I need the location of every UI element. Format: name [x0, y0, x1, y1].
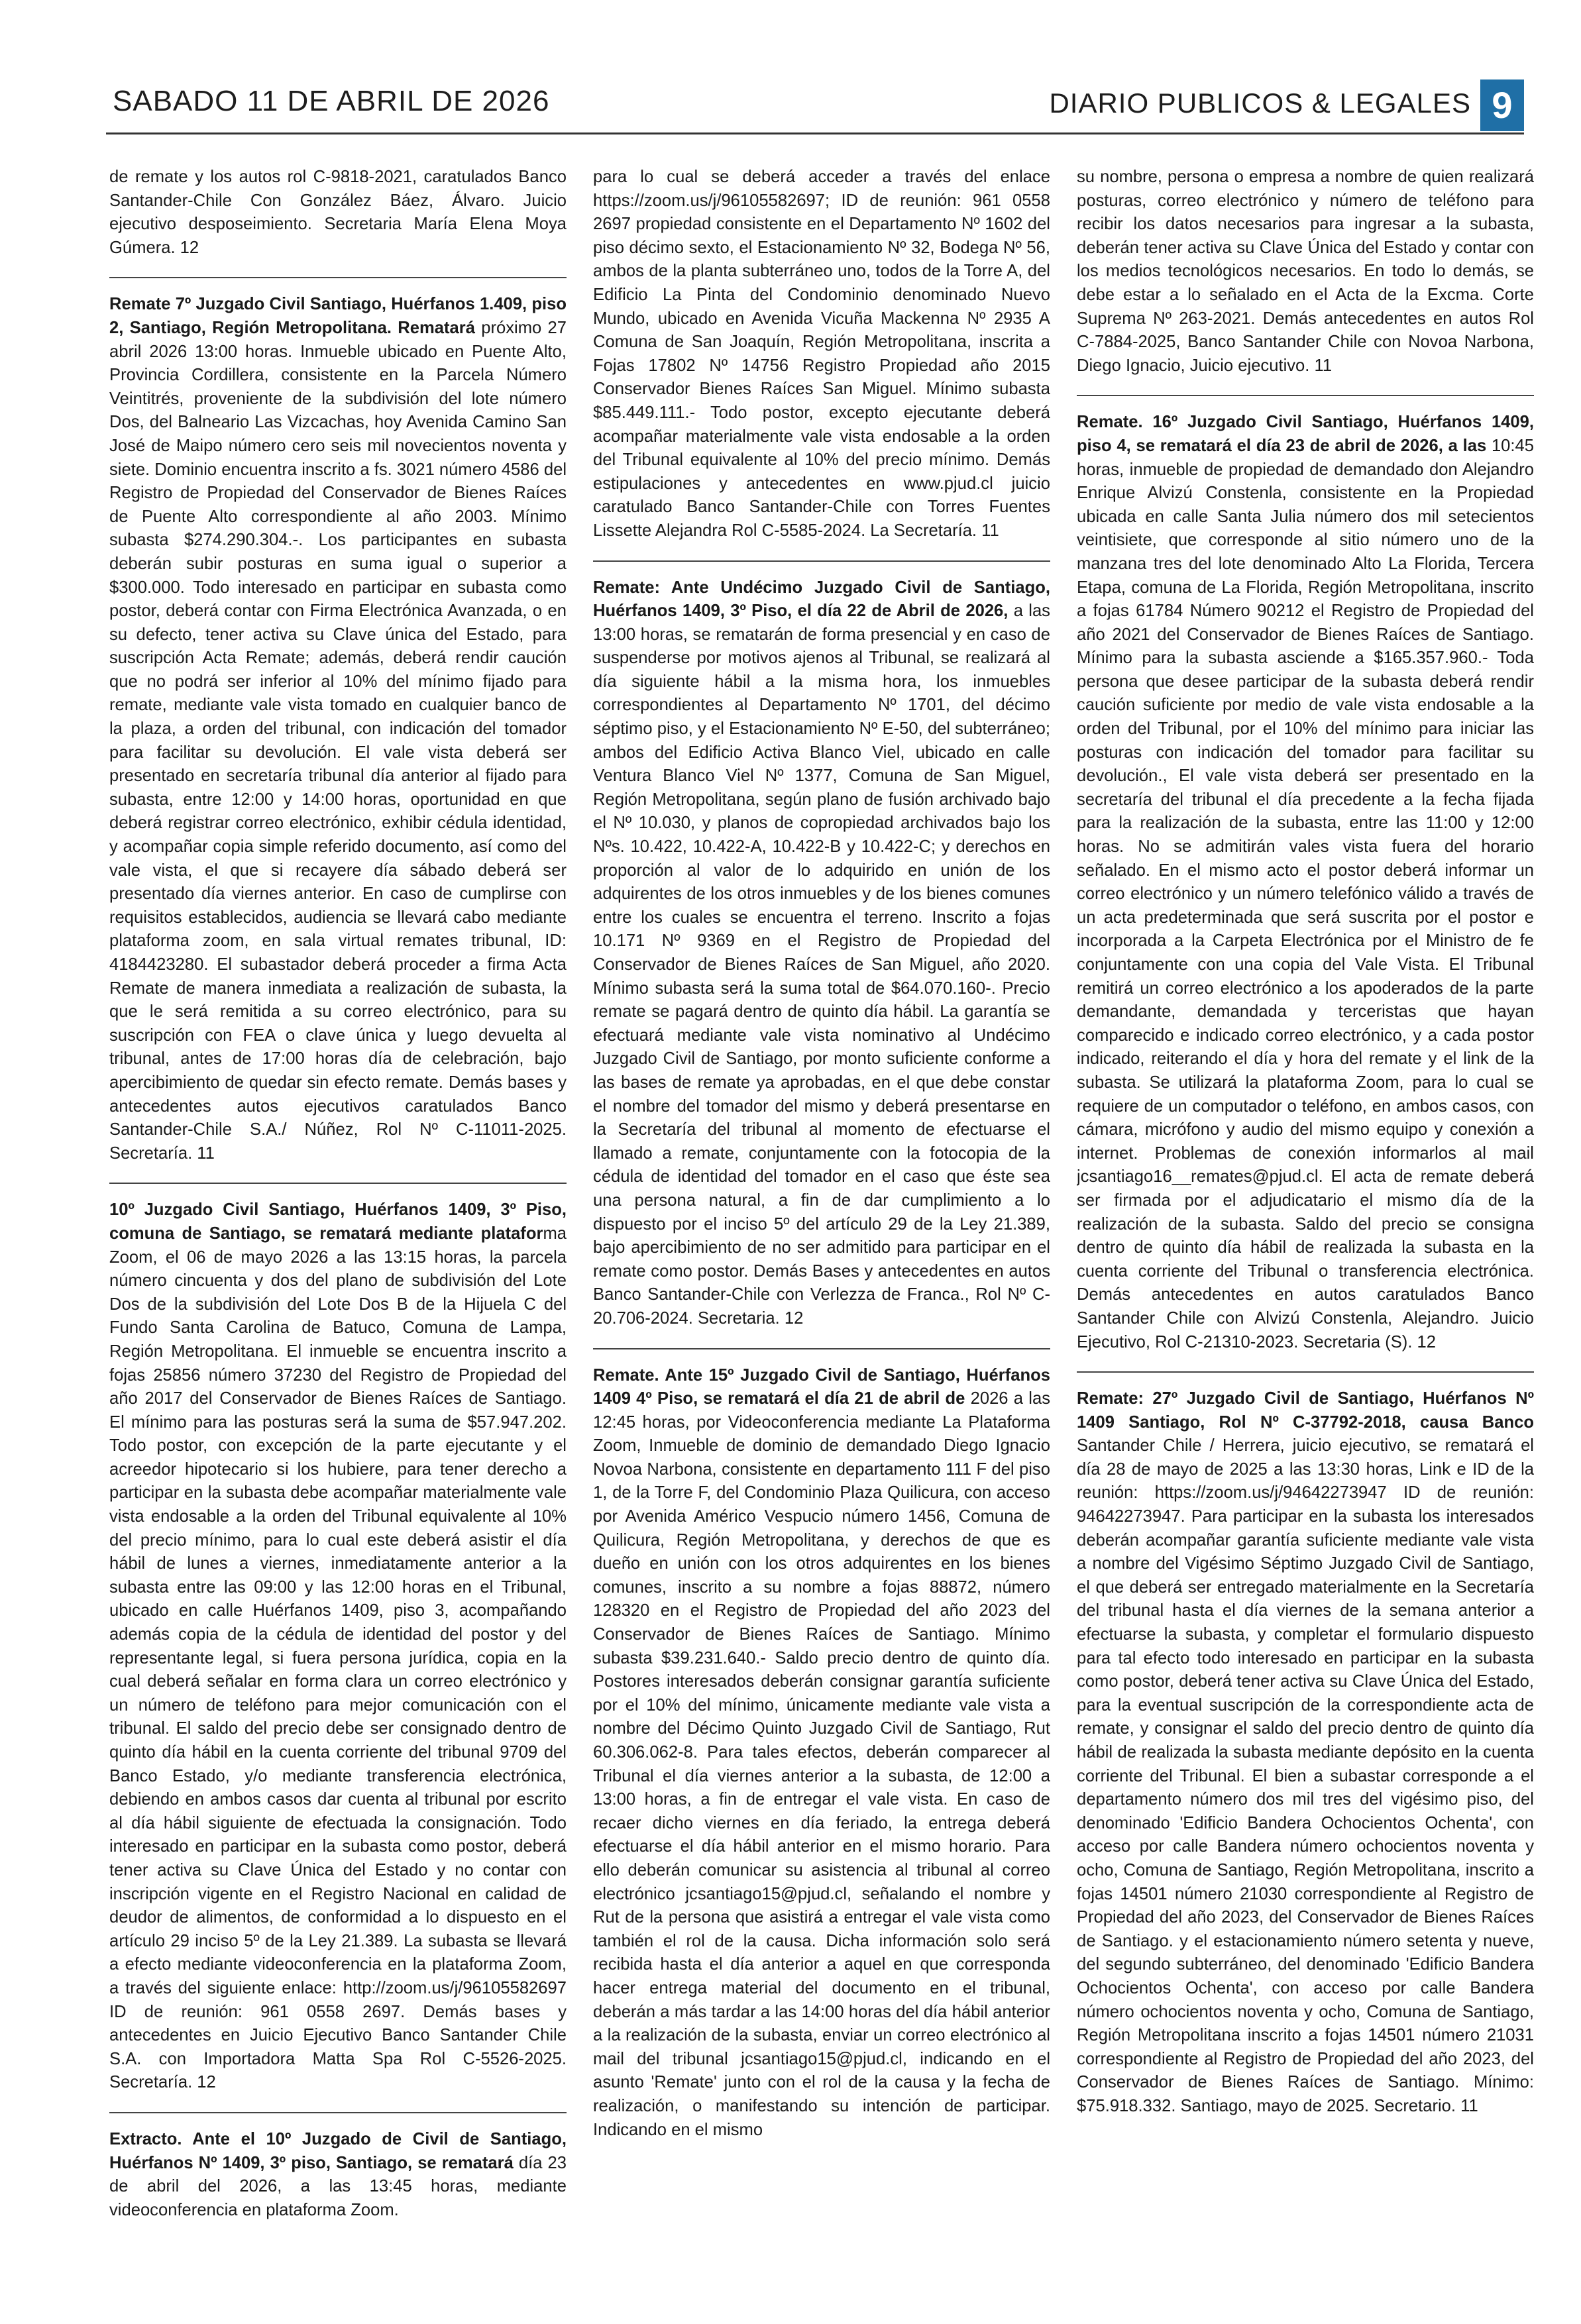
notice [109, 293, 567, 1177]
column-3 [1077, 166, 1534, 2272]
notice-separator [109, 1183, 567, 1184]
notice-body: 10:45 horas, inmueble de propiedad de demandado don Alejandro Enrique Alvizú Constenla, consistente en la Propiedad ubicada en calle Santa Julia número dos mil setecientos veintisiete, que corresponde al sitio número uno de la manzana tres del lote denominado Alto La Florida, Tercera Etapa, comuna de La Florida, Región Metropolitana, inscrito a fojas 61784 Número 90212 el Registro de Propiedad del año 2021 del Conservador de Bienes Raíces de Santiago. Mínimo para la subasta asciende a $165.357.960.- Toda persona que desee participar de la subasta deberá rendir caución suficiente por medio de vale vista endosable a la orden del Tribunal, por el 10% del mínimo para iniciar las posturas con indicación del tomador para facilitar su devolución., El vale vista deberá ser presentado en la secretaría del tribunal el día precedente a la fecha fijada para la realización de la subasta, entre las 11:00 y 12:00 horas. No se admitirán vales vista fuera del horario señalado. En el mismo acto el postor deberá informar un correo electrónico y un número telefónico válido a través de un acta predeterminada que será suscrita por el postor e incorporada a la Carpeta Electrónica por el Ministro de fe conjuntamente con una copia del Vale Vista. El Tribunal remitirá un correo electrónico a los apoderados de la parte demandante, demandada y terceristas que hayan comparecido e indicado correo electrónico, y a cada postor indicado, reiterando el día y hora del remate y el link de la subasta. Se utilizará la plataforma Zoom, para lo cual se requiere de un computador o teléfono, en ambos casos, con cámara, micrófono y audio del mismo equipo y conexión a internet. Problemas de conexión informarlos al mail jcsantiago16__remates@pjud.cl. El acta de remate deberá ser firmada por el adjudicatario el mismo día de la realización de la subasta. Saldo del precio se consigna dentro de quinto día hábil de realizada la subasta en la cuenta corriente del Tribunal o transferencia electrónica. Demás antecedentes en autos caratulados Banco Santander Chile con Alvizú Constenla, Alejandro. Juicio Ejecutivo, Rol C-21310-2023. Secretaria (S). 12 [1077, 436, 1534, 1351]
notice-lead: Remate: 27º Juzgado Civil de Santiago, Huérfanos Nº 1409 Santiago, Rol Nº C-37792-2018, causa Banco [1077, 1389, 1534, 1432]
notice-separator [593, 560, 1050, 562]
notice-body: día 23 de abril del 2026, a las 13:45 horas, mediante videoconferencia en plataforma Zoom. [109, 2153, 567, 2219]
notice [1077, 1387, 1534, 2130]
notice-body: próximo 27 abril 2026 13:00 horas. Inmueble ubicado en Puente Alto, Provincia Cordillera, consistente en la Parcela Número Veintitrés, proveniente de la subdivisión del lote número Dos, del Balneario Las Vizcachas, hoy Avenida Camino San José de Maipo número cero seis mil novecientos noventa y siete. Dominio encuentra inscrito a fs. 3021 número 4586 del Registro de Propiedad del Conservador de Bienes Raíces de Puente Alto correspondiente al año 2003. Mínimo subasta $274.290.304.-. Los participantes en subasta deberán subir posturas en suma igual o superior a $300.000. Todo interesado en participar en subasta como postor, deberá contar con Firma Electrónica Avanzada, o en su defecto, tener activa su Clave única del Estado, para suscripción Acta Remate; además, deberá rendir caución que no podrá ser inferior al 10% del mínimo fijado para remate, mediante vale vista tomado en cualquier banco de la plaza, a orden del tribunal, con indicación del tomador para facilitar su devolución. El vale vista deberá ser presentado en secretaría tribunal día anterior al fijado para subasta, entre 12:00 y 14:00 horas, oportunidad en que deberá registrar correo electrónico, exhibir cédula identidad, y acompañar copia simple referido documento, así como del vale vista, el que si recayere día sábado deberá ser presentado día viernes anterior. En caso de cumplirse con requisitos establecidos, audiencia se llevará cabo mediante plataforma zoom, en sala virtual remates tribunal, ID: 4184423280. El subastador deberá proceder a firma Acta Remate de manera inmediata a realización de subasta, la que le será remitida a su correo electrónico, para su suscripción con FEA o clave única y luego devuelta al tribunal, antes de 17:00 horas día de celebración, bajo apercibimiento de quedar sin efecto remate. Demás bases y antecedentes autos ejecutivos caratulados Banco Santander-Chile S.A./ Núñez, Rol Nº C-11011-2025. Secretaría. 11 [109, 318, 567, 1163]
issue-date: SABADO 11 DE ABRIL DE 2026 [113, 85, 550, 117]
notice [1077, 166, 1534, 390]
notice-lead: Remate: Ante Undécimo Juzgado Civil de Santiago, Huérfanos 1409, 3º Piso, el día 22 de Abril de 2026, [593, 578, 1050, 621]
notice [593, 576, 1050, 1343]
column-1 [109, 166, 567, 2272]
notice-body: 2026 a las 12:45 horas, por Videoconferencia mediante La Plataforma Zoom, Inmueble de dominio de demandado Diego Ignacio Novoa Narbona, consistente en departamento 111 F del piso 1, de la Torre F, del Condominio Plaza Quilicura, con acceso por Avenida Américo Vespucio número 1456, Comuna de Quilicura, Región Metropolitana, y derechos de que es dueño en unión con los otros adquirentes en los bienes comunes, inscrito a su nombre a fojas 88872, número 128320 en el Registro de Propiedad del año 2023 del Conservador de Bienes Raíces de Santiago. Mínimo subasta $39.231.640.- Saldo precio dentro de quinto día. Postores interesados deberán consignar garantía suficiente por el 10% del mínimo, únicamente mediante vale vista a nombre del Décimo Quinto Juzgado Civil de Santiago, Rut 60.306.062-8. Para tales efectos, deberán comparecer al Tribunal el día viernes anterior a la subasta, de 12:00 a 13:00 horas, a fin de entregar el vale vista. En caso de recaer dicho viernes en día feriado, la entrega deberá efectuarse el día hábil anterior en el mismo horario. Para ello deberán comunicar su asistencia al tribunal al correo electrónico jcsantiago15@pjud.cl, señalando el nombre y Rut de la persona que asistirá a entregar el vale vista como también el rol de la causa. Dicha información solo será recibida hasta el día anterior a aquel en que corresponda hacer entrega material del documento en el tribunal, deberán a más tardar a las 14:00 horas del día hábil anterior a la realización de la subasta, enviar un correo electrónico al mail del tribunal jcsantiago15@pjud.cl, indicando en el asunto 'Remate' junto con el rol de la causa y la fecha de realización, o manifestando su intención de participar. Indicando en el mismo [593, 1389, 1050, 2139]
page-number: 9 [1480, 79, 1524, 131]
notice-lead: Remate. Ante 15º Juzgado Civil de Santiago, Huérfanos 1409 4º Piso, se rematará el día 21 de abril de [593, 1365, 1050, 1408]
notice-body: Santander Chile / Herrera, juicio ejecutivo, se rematará el día 28 de mayo de 2025 a las 13:30 horas, Link e ID de la reunión: https://zoom.us/j/94642273947 ID de reunión: 94642273947. Para participar en la subasta los interesados deberán acompañar garantía suficiente mediante vale vista a nombre del Vigésimo Séptimo Juzgado Civil de Santiago, el que deberá ser entregado materialmente en la Secretaría del tribunal hasta el día viernes de la semana anterior a efectuarse la subasta, y completar el formulario dispuesto para tal efecto todo interesado en participar en la subasta como postor, deberá tener activa su Clave Única del Estado, para la eventual suscripción de la correspondiente acta de remate, y consignar el saldo del precio dentro de quinto día hábil de realizada la subasta mediante depósito en la cuenta corriente del Tribunal. El bien a subastar corresponde a el departamento número dos mil tres del vigésimo piso, del denominado 'Edificio Bandera Ochocientos Ochenta', con acceso por calle Bandera número ochocientos noventa y ocho, Comuna de Santiago, Región Metropolitana, inscrito a fojas 14501 número 21030 correspondiente al Registro de Propiedad del año 2023, del Conservador de Bienes Raíces de Santiago. y el estacionamiento número setenta y nueve, del segundo subterráneo, del denominado 'Edificio Bandera Ochocientos Ochenta', con acceso por calle Bandera número ochocientos noventa y ocho, Comuna de Santiago, Región Metropolitana inscrito a fojas 14501 número 21031 correspondiente al Registro de Propiedad del año 2023, del Conservador de Bienes Raíces de Santiago. Mínimo: $75.918.332. Santiago, mayo de 2025. Secretario. 11 [1077, 1436, 1534, 2115]
notice [109, 2128, 567, 2234]
notice [1077, 411, 1534, 1366]
notice-lead: 10º Juzgado Civil Santiago, Huérfanos 1409, 3º Piso, comuna de Santiago, se rematará mediante platafor [109, 1200, 567, 1243]
notice [109, 1198, 567, 2107]
column-2 [593, 166, 1050, 2272]
section-title: DIARIO PUBLICOS & LEGALES [1049, 87, 1471, 119]
notice-separator [109, 277, 567, 278]
notice-body: para lo cual se deberá acceder a través del enlace https://zoom.us/j/96105582697; ID de reunión: 961 0558 2697 propiedad consistente en el Departamento Nº 1602 del piso décimo sexto, el Estacionamiento Nº 32, Bodega Nº 56, ambos de la planta subterráneo uno, todos de la Torre A, del Edificio La Pinta del Condominio denominado Nuevo Mundo, ubicado en Avenida Vicuña Mackenna Nº 2935 A Comuna de San Joaquín, Región Metropolitana, inscrita a Fojas 17802 Nº 14756 Registro Propiedad año 2015 Conservador Bienes Raíces San Miguel. Mínimo subasta $85.449.111.- Todo postor, excepto ejecutante deberá acompañar materialmente vale vista endosable a la orden del Tribunal equivalente al 10% del precio mínimo. Demás estipulaciones y antecedentes en www.pjud.cl juicio caratulado Banco Santander-Chile con Torres Fuentes Lissette Alejandra Rol C-5585-2024. La Secretaría. 11 [593, 168, 1050, 540]
notice-separator [593, 1348, 1050, 1349]
header-rule [106, 132, 1524, 134]
notice-body: su nombre, persona o empresa a nombre de quien realizará posturas, correo electrónico y número de teléfono para recibir los datos necesarios para ingresar a la subasta, deberán tener activa su Clave Única del Estado y contar con los medios tecnológicos necesarios. En todo lo demás, se debe estar a lo señalado en el Acta de la Excma. Corte Suprema Nº 263-2021. Demás antecedentes en autos Rol C-7884-2025, Banco Santander Chile con Novoa Narbona, Diego Ignacio, Juicio ejecutivo. 11 [1077, 168, 1534, 375]
notice [593, 166, 1050, 555]
notice-separator [1077, 395, 1534, 396]
notice-lead: Extracto. Ante el 10º Juzgado de Civil de Santiago, Huérfanos Nº 1409, 3º piso, Santiago, se rematará [109, 2129, 567, 2172]
notice-lead: Remate 7º Juzgado Civil Santiago, Huérfanos 1.409, piso 2, Santiago, Región Metropolitana. Rematará [109, 295, 567, 337]
notice-body: a las 13:00 horas, se rematarán de forma presencial y en caso de suspenderse por motivos ajenos al Tribunal, se realizará al día siguiente hábil a la misma hora, los inmuebles correspondientes al Departamento Nº 1701, del décimo séptimo piso, y el Estacionamiento Nº E-50, del subterráneo; ambos del Edificio Activa Blanco Viel, ubicado en calle Ventura Blanco Viel Nº 1377, Comuna de San Miguel, Región Metropolitana, según plano de fusión archivado bajo el Nº 10.030, y planos de copropiedad archivados bajo los Nºs. 10.422, 10.422-A, 10.422-B y 10.422-C; y derechos en proporción al valor de lo adquirido en unión de los adquirentes de los otros inmuebles y de los bienes comunes entre los cuales se encuentra el terreno. Inscrito a fojas 10.171 Nº 9369 en el Registro de Propiedad del Conservador de Bienes Raíces de San Miguel, año 2020. Mínimo subasta será la suma total de $64.070.160-. Precio remate se pagará dentro de quinto día hábil. La garantía se efectuará mediante vale vista nominativo al Undécimo Juzgado Civil de Santiago, por monto suficiente conforme a las bases de remate ya aprobadas, en el que debe constar el nombre del tomador del mismo y deberá presentarse en la Secretaría del tribunal al momento de efectuarse el llamado a remate, conjuntamente con la fotocopia de la cédula de identidad del tomador en el caso que éste sea una persona natural, a fin de dar cumplimiento a lo dispuesto por el inciso 5º del artículo 29 de la Ley 21.389, bajo apercibimiento de no ser admitido para participar en el remate como postor. Demás Bases y antecedentes en autos Banco Santander-Chile con Verlezza de Franca., Rol Nº C-20.706-2024. Secretaria. 12 [593, 602, 1050, 1328]
notice-separator [109, 2112, 567, 2113]
notice-body: ma Zoom, el 06 de mayo 2026 a las 13:15 horas, la parcela número cincuenta y dos del plano de subdivisión del Lote Dos de la subdivisión del Lote Dos B de la Hijuela C del Fundo Santa Carolina de Batuco, Comuna de Lampa, Región Metropolitana. El inmueble se encuentra inscrito a fojas 25856 número 37230 del Registro de Propiedad del año 2017 del Conservador de Bienes Raíces de Santiago. El mínimo para las posturas será la suma de $57.947.202. Todo postor, con excepción de la parte ejecutante y el acreedor hipotecario si los hubiere, para tener derecho a participar en la subasta debe acompañar materialmente vale vista endosable a la orden del Tribunal equivalente al 10% del precio mínimo, para lo cual este deberá asistir el día hábil de lunes a viernes, inmediatamente anterior a la subasta entre las 09:00 y las 12:00 horas en el Tribunal, ubicado en calle Huérfanos 1409, piso 3, acompañando además copia de la cédula de identidad del postor y del representante legal, si fuera persona jurídica, copia en la cual deberá señalar en forma clara un correo electrónico y un número de teléfono para mejor comunicación con el tribunal. El saldo del precio debe ser consignado dentro de quinto día hábil en la cuenta corriente del tribunal 9709 del Banco Estado, y/o mediante transferencia electrónica, debiendo en ambos casos dar cuenta al tribunal por escrito al día hábil siguiente de efectuada la consignación. Todo interesado en participar en la subasta como postor, deberá tener activa su Clave Única del Estado y no contar con inscripción vigente en el Registro Nacional en calidad de deudor de alimentos, de conformidad a lo dispuesto en el artículo 29 inciso 5º de la Ley 21.389. La subasta se llevará a efecto mediante videoconferencia en la plataforma Zoom, a través del siguiente enlace: http://zoom.us/j/96105582697 ID de reunión: 961 0558 2697. Demás bases y antecedentes en Juicio Ejecutivo Banco Santander Chile S.A. con Importadora Matta Spa Rol C-5526-2025. Secretaría. 12 [109, 1224, 567, 2092]
notice [593, 1364, 1050, 2154]
notice-lead: Remate. 16º Juzgado Civil Santiago, Huérfanos 1409, piso 4, se rematará el día 23 de abril de 2026, a las [1077, 413, 1534, 455]
notice-body: de remate y los autos rol C-9818-2021, caratulados Banco Santander-Chile Con González Báez, Álvaro. Juicio ejecutivo desposeimiento. Secretaria María Elena Moya Gúmera. 12 [109, 168, 567, 257]
notice-separator [1077, 1371, 1534, 1373]
notice [109, 166, 567, 272]
page-header [106, 79, 1524, 139]
